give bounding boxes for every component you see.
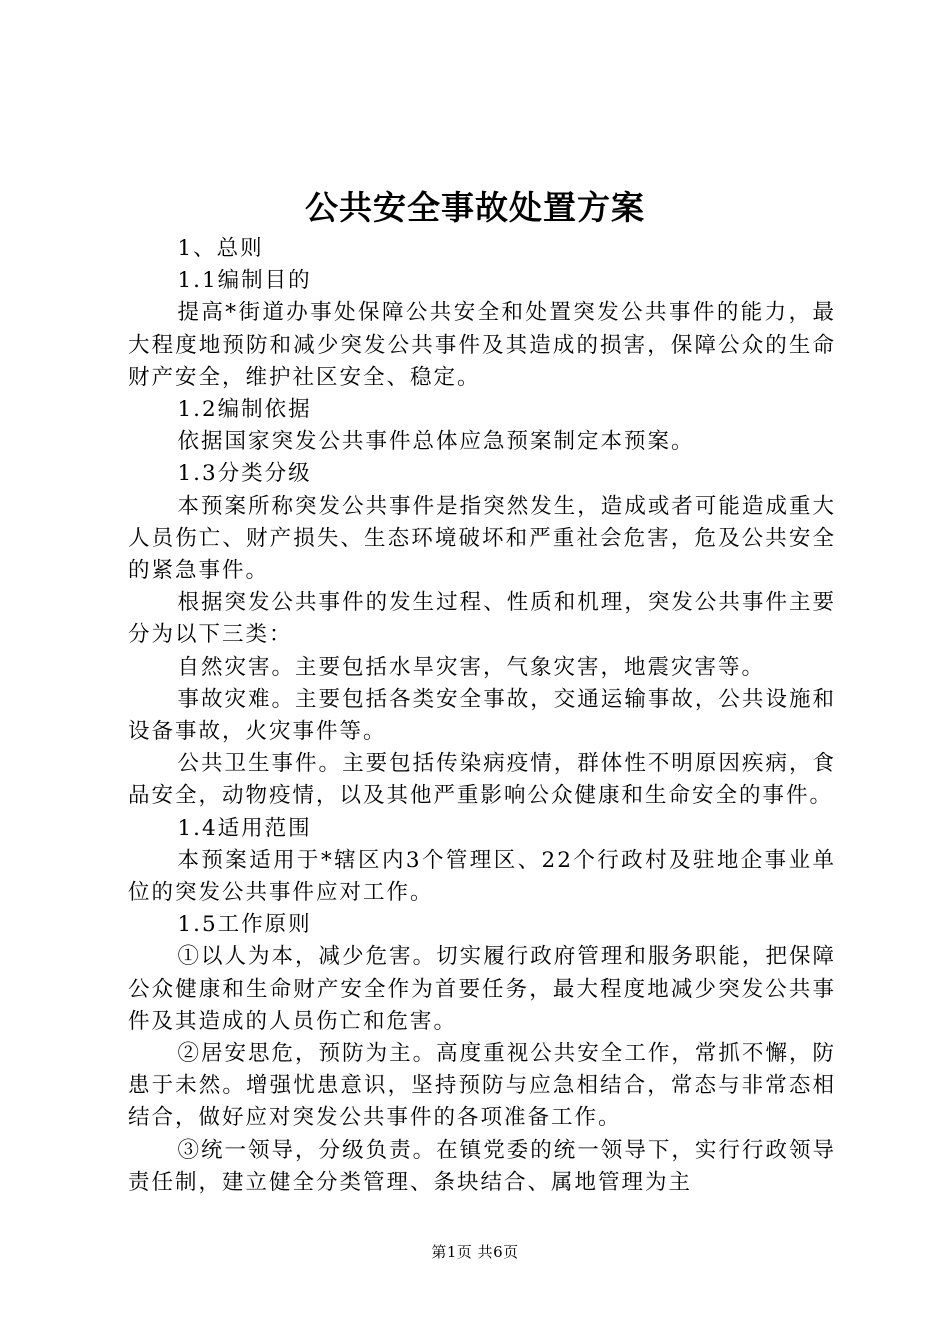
paragraph: 根据突发公共事件的发生过程、性质和机理，突发公共事件主要分为以下三类：	[128, 590, 836, 648]
paragraph: ③统一领导，分级负责。在镇党委的统一领导下，实行行政领导责任制，建立健全分类管理、条块结合、属地管理为主	[128, 1137, 836, 1195]
paragraph: 1.3分类分级	[177, 461, 312, 487]
paragraph: 依据国家突发公共事件总体应急预案制定本预案。	[177, 429, 695, 455]
page-footer: 第1页 共6页	[431, 1243, 519, 1261]
paragraph: 公共卫生事件。主要包括传染病疫情，群体性不明原因疾病，食品安全，动物疫情，以及其他严重影响公众健康和生命安全的事件。	[128, 751, 836, 809]
paragraph: 1.5工作原则	[177, 912, 312, 938]
paragraph: 1.4适用范围	[177, 815, 312, 841]
paragraph: 1.1编制目的	[177, 268, 312, 294]
paragraph: 事故灾难。主要包括各类安全事故，交通运输事故，公共设施和设备事故，火灾事件等。	[128, 686, 836, 745]
paragraph: 本预案所称突发公共事件是指突然发生，造成或者可能造成重大人员伤亡、财产损失、生态环境破坏和严重社会危害，危及公共安全的紧急事件。	[128, 493, 836, 584]
paragraph: 1、总则	[177, 236, 264, 261]
paragraph: ②居安思危，预防为主。高度重视公共安全工作，常抓不懈，防患于未然。增强忧患意识，坚持预防与应急相结合，常态与非常态相结合，做好应对突发公共事件的各项准备工作。	[128, 1041, 836, 1131]
document-title: 公共安全事故处置方案	[305, 188, 645, 227]
paragraph: 提高*街道办事处保障公共安全和处置突发公共事件的能力，最大程度地预防和减少突发公共事件及其造成的损害，保障公众的生命财产安全，维护社区安全、稳定。	[128, 300, 836, 390]
paragraph: 1.2编制依据	[177, 397, 312, 423]
paragraph: 本预案适用于*辖区内3个管理区、22个行政村及驻地企事业单位的突发公共事件应对工作。	[128, 847, 836, 906]
paragraph: ①以人为本，减少危害。切实履行政府管理和服务职能，把保障公众健康和生命财产安全作为首要任务，最大程度地减少突发公共事件及其造成的人员伤亡和危害。	[128, 944, 836, 1034]
paragraph: 自然灾害。主要包括水旱灾害，气象灾害，地震灾害等。	[177, 654, 765, 680]
document-body	[128, 233, 836, 1199]
